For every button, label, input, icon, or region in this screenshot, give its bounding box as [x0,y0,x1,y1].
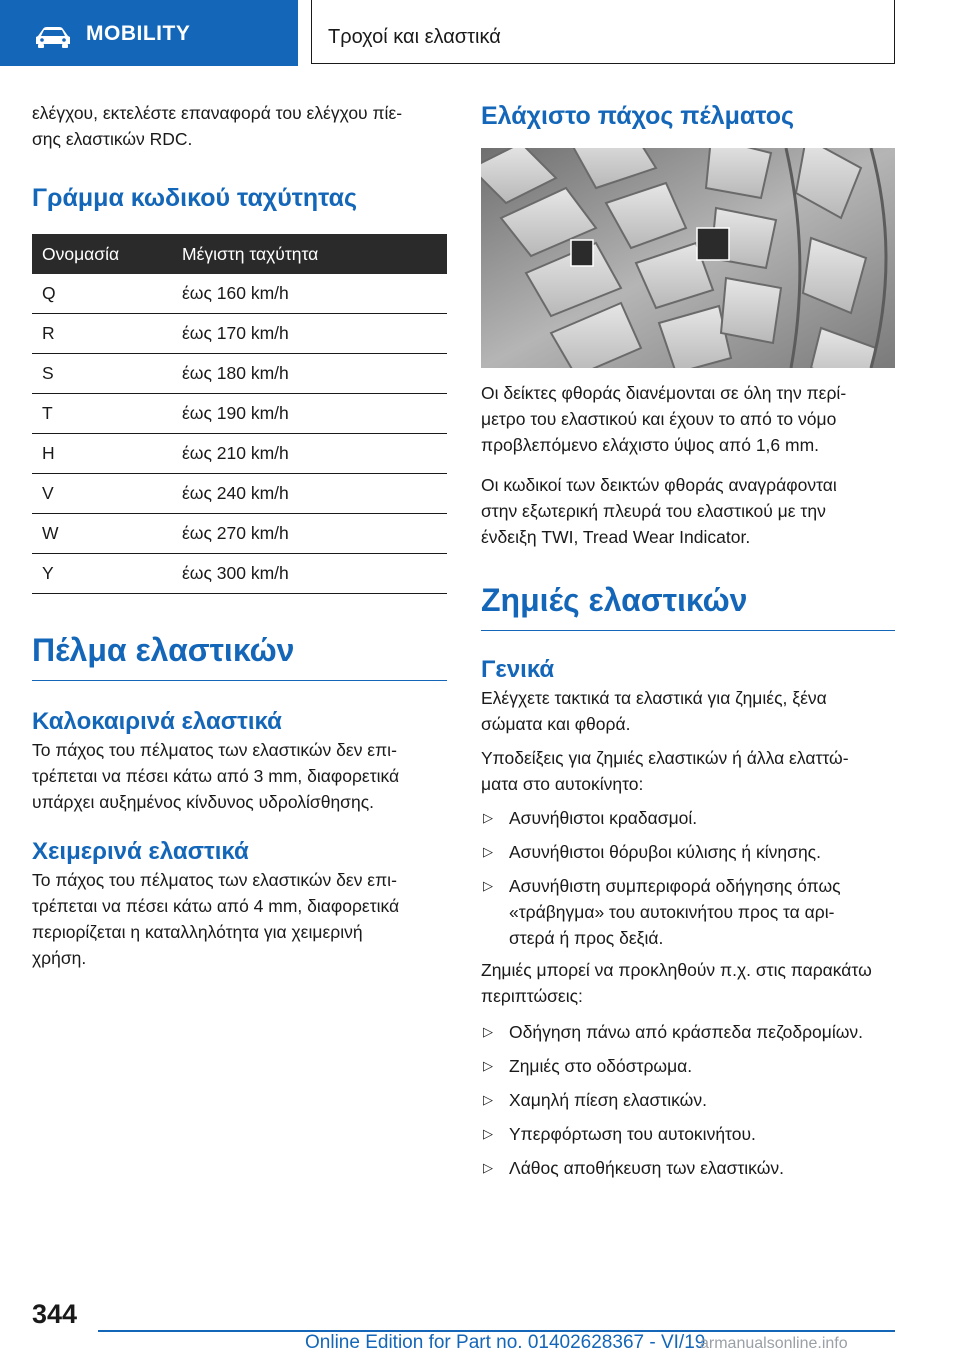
winter-text-line: Το πάχος του πέλματος των ελαστικών δεν επι- [32,870,397,890]
list-item [481,805,895,831]
left-column [32,100,447,971]
bullet-triangle-icon: ▷ [483,810,493,825]
bullet-triangle-icon: ▷ [483,1024,493,1039]
damage-causes-list [481,1019,895,1181]
general-text-line: σώματα και φθορά. [481,714,631,734]
bullet-triangle-icon: ▷ [483,1058,493,1073]
watermark: armanualsonline.info [700,1335,848,1352]
list-item-text: «τράβηγμα» του αυτοκινήτου προς τα αρι- [509,902,835,922]
signs-text-line: Υποδείξεις για ζημιές ελαστικών ή άλλα ελαττώ- [481,748,849,768]
wear-indicator-line: Οι δείκτες φθοράς διανέμονται σε όλη την περί- [481,383,847,403]
signs-text-line: ματα στο αυτοκίνητο: [481,774,644,794]
list-item-text: Ζημιές στο οδόστρωμα. [509,1056,693,1076]
list-item-text: Ασυνήθιστοι κραδασμοί. [509,808,698,828]
edition-text: Online Edition for Part no. 01402628367 - VI/19 [305,1332,706,1353]
table-row [32,354,447,394]
bullet-triangle-icon: ▷ [483,844,493,859]
list-item-text: Χαμηλή πίεση ελαστικών. [509,1090,707,1110]
table-row [32,474,447,514]
right-column [481,100,895,1181]
table-cell: έως 300 km/h [182,554,447,594]
tire-damage-heading: Ζημιές ελαστικών [481,580,895,631]
list-item [481,1155,895,1181]
list-item-text: Ασυνήθιστη συμπεριφορά οδήγησης όπως [509,876,841,896]
table-cell: Y [32,554,182,594]
winter-text-line: τρέπεται να πέσει κάτω από 4 mm, διαφορετικά [32,896,400,916]
list-item [481,1121,895,1147]
table-cell: W [32,514,182,554]
wear-indicator-line: προβλεπόμενο ελάχιστο ύψος από 1,6 mm. [481,435,820,455]
table-cell: έως 160 km/h [182,274,447,314]
general-heading: Γενικά [481,656,555,683]
min-tread-heading: Ελάχιστο πάχος πέλματος [481,102,795,130]
chapter-title: Τροχοί και ελαστικά [328,26,501,48]
wear-indicator-line: μετρο του ελαστικού και έχουν το από το νόμο [481,409,837,429]
column-header: Μέγιστη ταχύτητα [182,234,447,274]
table-row [32,274,447,314]
section-tab [0,0,298,66]
table-cell: R [32,314,182,354]
winter-tires-heading: Χειμερινά ελαστικά [32,838,249,865]
table-cell: S [32,354,182,394]
table-row [32,554,447,594]
list-item-text: στερά ή προς δεξιά. [509,928,664,948]
table-cell: έως 180 km/h [182,354,447,394]
list-item [481,873,895,951]
summer-text-line: τρέπεται να πέσει κάτω από 3 mm, διαφορετικά [32,766,400,786]
bullet-triangle-icon: ▷ [483,1126,493,1141]
table-row [32,514,447,554]
summer-tires-heading: Καλοκαιρινά ελαστικά [32,708,282,735]
list-item-text: Λάθος αποθήκευση των ελαστικών. [509,1158,784,1178]
chapter-title-box [311,0,895,64]
winter-text-line: χρήση. [32,948,87,968]
speed-code-heading: Γράμμα κωδικού ταχύτητας [32,184,358,212]
list-item [481,1087,895,1113]
car-icon [34,26,72,48]
table-header-row [32,234,447,274]
table-row [32,394,447,434]
table-row [32,434,447,474]
table-cell: V [32,474,182,514]
list-item [481,1053,895,1079]
twi-line: ένδειξη TWI, Tread Wear Indicator. [481,527,751,547]
table-cell: έως 210 km/h [182,434,447,474]
twi-line: Οι κωδικοί των δεικτών φθοράς αναγράφονται [481,475,837,495]
list-item-text: Οδήγηση πάνω από κράσπεδα πεζοδρομίων. [509,1022,864,1042]
speed-table [32,234,447,594]
causes-text-line: περιπτώσεις: [481,986,583,1006]
winter-text-line: περιορίζεται η καταλληλότητα για χειμερινή [32,922,363,942]
list-item [481,839,895,865]
bullet-triangle-icon: ▷ [483,1092,493,1107]
tire-tread-illustration [481,148,895,368]
table-cell: έως 190 km/h [182,394,447,434]
table-cell: Q [32,274,182,314]
tire-tread-drawing [481,148,895,368]
intro-line: ελέγχου, εκτελέστε επαναφορά του ελέγχου πίε- [32,103,403,123]
table-cell: H [32,434,182,474]
bullet-triangle-icon: ▷ [483,1160,493,1175]
table-cell: έως 170 km/h [182,314,447,354]
list-item [481,1019,895,1045]
general-text-line: Ελέγχετε τακτικά τα ελαστικά για ζημιές, ξένα [481,688,827,708]
tread-heading: Πέλμα ελαστικών [32,630,447,681]
causes-text-line: Ζημιές μπορεί να προκληθούν π.χ. στις παρακάτω [481,960,872,980]
table-cell: T [32,394,182,434]
page-number: 344 [32,1299,78,1329]
table-cell: έως 240 km/h [182,474,447,514]
damage-signs-list [481,805,895,951]
summer-text-line: Το πάχος του πέλματος των ελαστικών δεν επι- [32,740,397,760]
section-label: MOBILITY [86,22,191,45]
list-item-text: Υπερφόρτωση του αυτοκινήτου. [509,1124,756,1144]
list-item-text: Ασυνήθιστοι θόρυβοι κύλισης ή κίνησης. [509,842,821,862]
table-row [32,314,447,354]
twi-line: στην εξωτερική πλευρά του ελαστικού με την [481,501,826,521]
bullet-triangle-icon: ▷ [483,878,493,893]
table-cell: έως 270 km/h [182,514,447,554]
column-header: Ονομασία [32,234,182,274]
intro-line: σης ελαστικών RDC. [32,129,193,149]
summer-text-line: υπάρχει αυξημένος κίνδυνος υδρολίσθησης. [32,792,375,812]
